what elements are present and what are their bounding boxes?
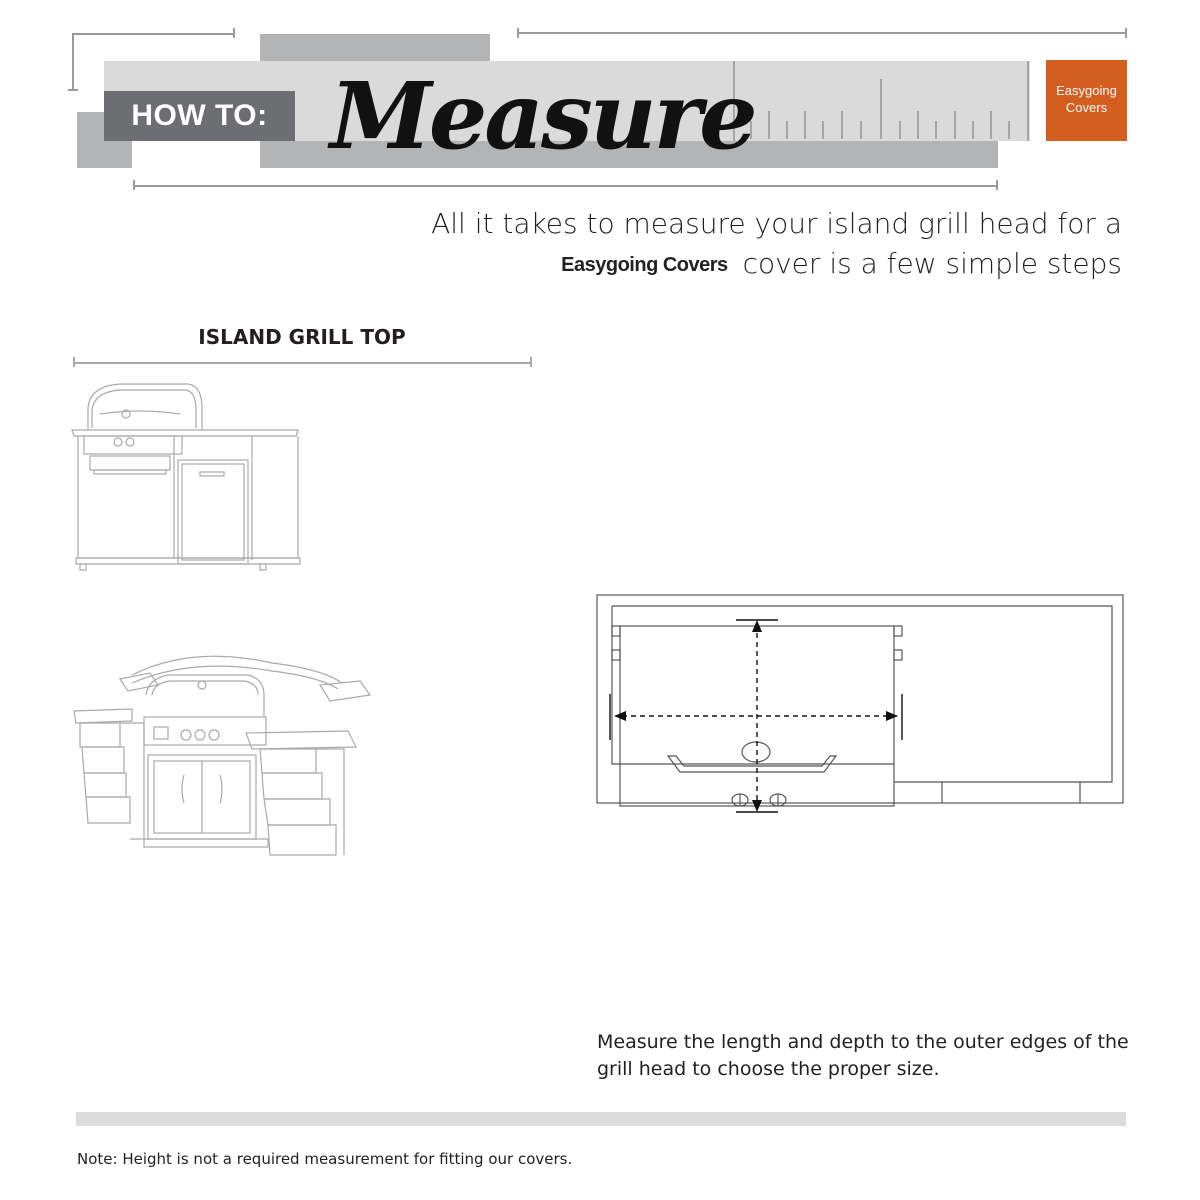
- how-to-badge: HOW TO:: [104, 91, 295, 141]
- rule-tick: [1125, 28, 1127, 38]
- rule-top-right: [517, 32, 1127, 34]
- ruler-ticks: [733, 61, 1030, 141]
- rule-tick: [133, 180, 135, 190]
- rule-tick: [68, 89, 78, 91]
- page-title: Measure: [330, 62, 755, 170]
- intro-text: [362, 204, 1122, 285]
- brand-logo: [1046, 60, 1127, 141]
- rule-left-vertical: [72, 33, 74, 89]
- rule-top-left: [72, 33, 235, 35]
- intro-line-2-rest: cover is a few simple steps: [742, 247, 1122, 280]
- logo-line-2: Covers: [1065, 100, 1108, 115]
- island-grill-cart-icon: [70, 378, 302, 578]
- footer-note: Note: Height is not a required measurement for fitting our covers.: [77, 1150, 573, 1168]
- intro-line-2: [362, 244, 1122, 285]
- rule-bottom: [133, 185, 998, 187]
- footer-divider: [76, 1112, 1126, 1126]
- grill-top-view-diagram: [596, 594, 1128, 816]
- rule-tick: [233, 28, 235, 38]
- rule-tick: [517, 28, 519, 38]
- section-rule: [73, 362, 532, 364]
- section-title: ISLAND GRILL TOP: [198, 325, 406, 349]
- stone-island-grill-icon: [72, 655, 372, 870]
- intro-line-1: All it takes to measure your island grill head for a: [431, 207, 1122, 240]
- intro-brand: Easygoing Covers: [561, 254, 728, 276]
- rule-tick: [530, 357, 532, 367]
- rule-tick: [996, 180, 998, 190]
- logo-line-1: Easygoing: [1056, 83, 1117, 98]
- rule-tick: [73, 357, 75, 367]
- measure-instruction: Measure the length and depth to the outer edges of the grill head to choose the proper size.: [597, 1031, 1129, 1080]
